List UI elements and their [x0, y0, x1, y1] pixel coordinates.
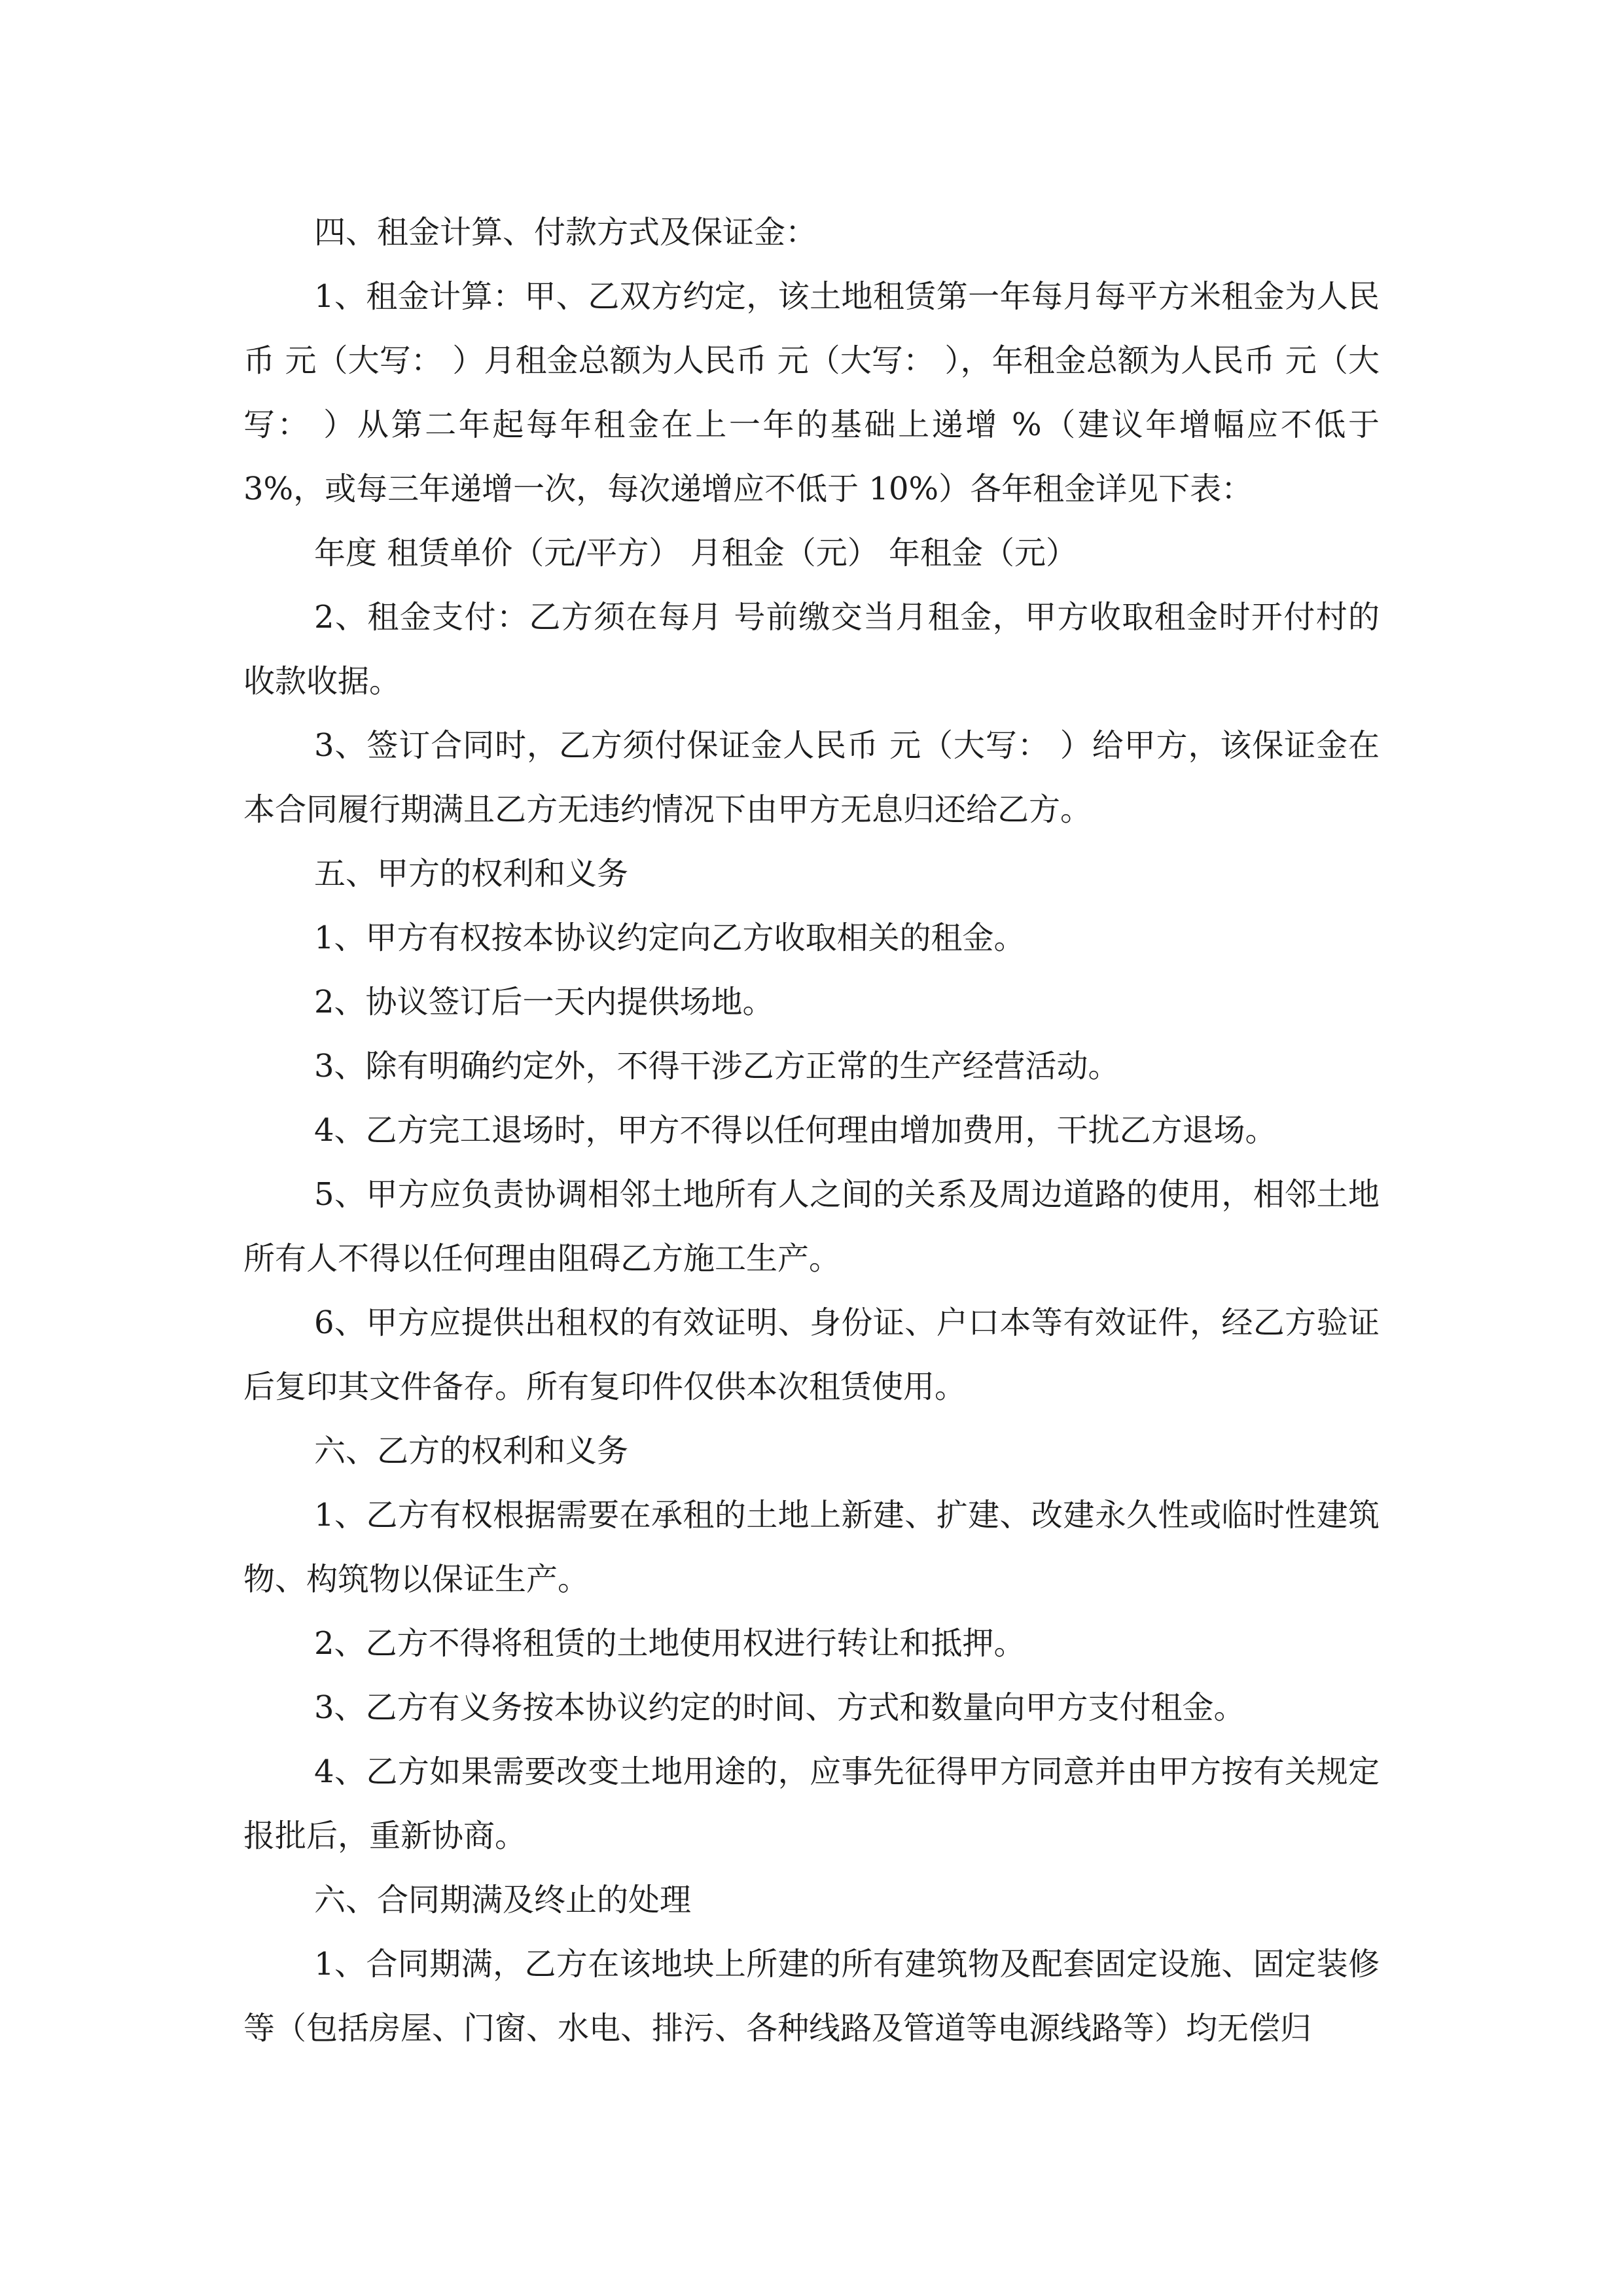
clause-contract-expiry-1: 1、合同期满，乙方在该地块上所建的所有建筑物及配套固定设施、固定装修等（包括房屋、门窗、水电、排污、各种线路及管道等电源线路等）均无偿归 — [243, 1946, 1380, 2047]
clause-rent-payment: 2、租金支付：乙方须在每月 号前缴交当月租金，甲方收取租金时开付村的收款收据。 — [243, 599, 1380, 700]
section-heading-party-a: 五、甲方的权利和义务 — [314, 855, 629, 892]
clause-party-b-2: 2、乙方不得将租赁的土地使用权进行转让和抵押。 — [314, 1625, 1026, 1662]
clause-party-a-4: 4、乙方完工退场时，甲方不得以任何理由增加费用，干扰乙方退场。 — [314, 1112, 1277, 1149]
clause-party-a-6: 6、甲方应提供出租权的有效证明、身份证、户口本等有效证件，经乙方验证后复印其文件备存。所有复印件仅供本次租赁使用。 — [243, 1304, 1380, 1405]
clause-deposit: 3、签订合同时，乙方须付保证金人民币 元（大写： ）给甲方，该保证金在本合同履行期满且乙方无违约情况下由甲方无息归还给乙方。 — [243, 727, 1380, 828]
document-body — [243, 200, 1380, 2060]
clause-party-a-5: 5、甲方应负责协调相邻土地所有人之间的关系及周边道路的使用，相邻土地所有人不得以任何理由阻碍乙方施工生产。 — [243, 1176, 1380, 1277]
clause-party-b-4: 4、乙方如果需要改变土地用途的，应事先征得甲方同意并由甲方按有关规定报批后，重新协商。 — [243, 1753, 1380, 1854]
clause-party-a-2: 2、协议签订后一天内提供场地。 — [314, 984, 774, 1020]
clause-party-b-1: 1、乙方有权根据需要在承租的土地上新建、扩建、改建永久性或临时性建筑物、构筑物以保证生产。 — [243, 1497, 1380, 1598]
section-heading-contract-expiry: 六、合同期满及终止的处理 — [314, 1882, 692, 1918]
section-heading-rent-payment: 四、租金计算、付款方式及保证金： — [314, 214, 817, 251]
clause-party-a-3: 3、除有明确约定外，不得干涉乙方正常的生产经营活动。 — [314, 1048, 1120, 1085]
clause-party-b-3: 3、乙方有义务按本协议约定的时间、方式和数量向甲方支付租金。 — [314, 1689, 1245, 1726]
clause-party-a-1: 1、甲方有权按本协议约定向乙方收取相关的租金。 — [314, 920, 1026, 956]
section-heading-party-b: 六、乙方的权利和义务 — [314, 1433, 629, 1469]
rent-table-header: 年度 租赁单价（元/平方） 月租金（元） 年租金（元） — [314, 535, 1077, 571]
clause-rent-calculation: 1、租金计算：甲、乙双方约定，该土地租赁第一年每月每平方米租金为人民币 元（大写： ）月租金总额为人民币 元（大写： ），年租金总额为人民币 元（大写： ）从第二年起每年租金在上一年的基础上递增 %（建议年增幅应不低于 3%，或每三年递增一次，每次递增应不低于 10%）各年租金详见下表： — [243, 278, 1380, 507]
